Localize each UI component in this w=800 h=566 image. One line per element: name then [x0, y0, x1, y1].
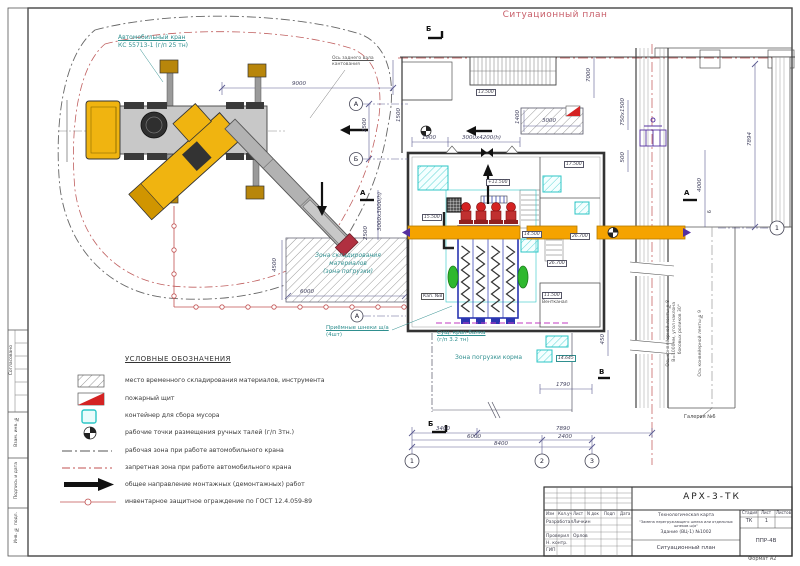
storage-zone-label-2: материалов: [329, 260, 367, 267]
tb-org-code: ППР-4В: [755, 538, 777, 544]
section-mark-b-top: Б: [426, 25, 432, 33]
tb-role-gip: ГИП: [546, 547, 556, 553]
legend-item: рабочая зона при работе автомобильного крана: [125, 447, 284, 454]
dim-750x1500: 750х1500: [620, 98, 626, 126]
page-title: Ситуационный план: [502, 10, 608, 20]
dim-6000s: 6000: [300, 289, 314, 295]
titleblock-code: АРХ-3-ТК: [683, 492, 741, 502]
legend-title: УСЛОВНЫЕ ОБОЗНАЧЕНИЯ: [125, 355, 231, 363]
outrigger-pad: [160, 60, 178, 73]
crane-label-2: КС 55713-1 (г/п 25 тн): [118, 42, 188, 49]
section-mark-a-left: А: [360, 189, 366, 197]
axis-6-label: 6: [707, 210, 713, 214]
tb-col-izm: Изм: [546, 510, 555, 516]
vent-channel-label: Вентканал: [542, 300, 568, 305]
dim-3000: 3000: [542, 118, 556, 124]
grid-bubble-3: 3: [589, 457, 595, 465]
legend-item: рабочие точки размещения ручных талей (г/п 3тн.): [125, 429, 295, 436]
crane-beam-label: Сущ. кран-балка: [437, 330, 486, 336]
receiving-augers-label: Приёмные шнеки ш/а: [326, 325, 389, 331]
dim-8400: 8400: [494, 440, 508, 447]
dim-7890: 7890: [556, 426, 570, 432]
elevation-mark: 17.500: [566, 162, 582, 167]
tb-stage-value: ТК: [745, 518, 753, 524]
conveyor-axis-note: Ось конвейерной ленты №8: [666, 300, 671, 367]
tb-col-ndok: N док: [587, 510, 599, 516]
tb-role-checked: Проверил: [546, 533, 570, 539]
feed-loading-label: Зона погрузки корма: [455, 354, 523, 361]
tb-col-data: Дата: [620, 510, 631, 516]
stamp-vzam: Взам. инв. №: [14, 416, 19, 447]
elevation-mark: 26.700: [549, 261, 565, 266]
dim-1500: 1500: [396, 108, 402, 122]
crane-beam: [402, 226, 691, 239]
crane-label: Автомобильный кран: [118, 34, 186, 41]
dim-4500: 4500: [272, 258, 278, 272]
outrigger-pad: [246, 186, 264, 199]
tb-role-ncontr: Н. контр.: [546, 540, 568, 546]
dim-7894: 7894: [747, 132, 753, 146]
tb-role-developed: Разработал: [546, 519, 574, 525]
tb-col-podp: Подп: [604, 510, 615, 516]
format-label: Формат А2: [748, 556, 777, 562]
grid-bubble-2: 2: [539, 457, 545, 465]
elevation-mark: 13.500: [478, 90, 494, 95]
stamp-inv: Инв. № подл.: [14, 512, 19, 544]
dim-3000x4200: 3000х4200(h): [462, 135, 502, 141]
building-plan: [398, 44, 795, 465]
tb-lists-header: Листов: [776, 510, 791, 515]
dim-9000: 9000: [292, 81, 306, 87]
legend-item: контейнер для сбора мусора: [125, 412, 220, 419]
conveyor-axis-note-4: Ось конвейерной ленты №9: [698, 310, 703, 377]
dim-1900: 1900: [422, 135, 436, 141]
tb-stage-header: Стадия: [742, 510, 758, 515]
outrigger-pad: [248, 64, 266, 77]
storage-zone-label-3: (зона погрузки): [323, 268, 373, 275]
section-mark-v: В: [599, 368, 605, 376]
stamp-podpis: Подпись и дата: [14, 462, 19, 500]
crane-beam-label-2: (г/п 3.2 тн): [437, 337, 469, 343]
section-mark-a-right: А: [684, 189, 690, 197]
turret-bearing: [141, 112, 167, 138]
legend-symbols: [60, 375, 116, 505]
storage-zone-label: Зона складирования: [315, 252, 381, 259]
axis-bubble-a: А: [353, 100, 359, 108]
tb-list-value: 1: [764, 518, 769, 524]
dim-450: 450: [600, 334, 606, 345]
dim-500: 500: [620, 152, 626, 163]
elevation-mark: 26.700: [572, 234, 588, 239]
elevation-mark: 11.500: [544, 293, 560, 298]
legend-item: запретная зона при работе автомобильного крана: [125, 464, 292, 471]
dim-2500a: 2500: [362, 118, 368, 132]
section-mark-b-bottom: Б: [428, 420, 434, 428]
dim-4000: 4000: [697, 178, 703, 192]
dim-2500b: 2500: [363, 226, 369, 240]
tb-name-checked: Орлов: [573, 533, 588, 539]
conveyor-axis-note-3: боковых роликов 30°: [678, 304, 683, 355]
legend-item: общее направление монтажных (демонтажных) работ: [125, 481, 305, 488]
tb-doc-title: Технологическая карта: [657, 513, 715, 518]
dim-1790: 1790: [556, 382, 570, 388]
tb-doc-title-3: Здание (ВЦ-1) №1002: [660, 530, 712, 535]
receiving-augers-label-2: (4шт): [326, 332, 343, 338]
axis-bubble-a2: А: [354, 312, 360, 320]
gallery-label: Галерея №6: [684, 414, 716, 420]
axis-bubble-b: Б: [353, 155, 359, 163]
legend-item: пожарный щит: [125, 395, 175, 402]
dimension-9000: [219, 60, 396, 95]
grid-bubble-1r: 1: [774, 224, 780, 232]
tb-col-list: Лист: [573, 510, 584, 516]
tb-col-koluch: Кол.уч: [558, 510, 572, 516]
dim-3400: 3400: [436, 426, 450, 432]
rear-axis-note: Ось заднего вала: [332, 56, 374, 61]
elevation-mark: 14.645: [558, 356, 574, 361]
dim-2400: 2400: [558, 433, 572, 440]
stamp-agreed: Согласовано: [8, 345, 14, 376]
elevation-mark: +11.500: [488, 180, 508, 185]
elevation-mark: 15.500: [424, 215, 440, 220]
legend-item: инвентарное защитное ограждение по ГОСТ 12.4.059-89: [125, 498, 313, 505]
tb-name-developed: Личкин: [573, 519, 591, 525]
grid-bubble-1: 1: [409, 457, 415, 465]
legend-item: место временного складирования материалов, инструмента: [125, 377, 325, 384]
rear-axis-note-2: кантования: [332, 62, 360, 67]
dim-7000: 7000: [586, 68, 592, 82]
kap-label: Кап. №8: [423, 294, 443, 299]
dim-3000x3000: 3000х3000(h): [377, 192, 383, 232]
crane-boom: [223, 117, 358, 256]
tb-sheet-title: Ситуационный план: [656, 545, 716, 551]
tb-doc-title-2: "Замена перегружающего шнека или отдельных шнеков ш/а": [639, 519, 733, 529]
work-point: [608, 228, 618, 238]
conveyor-axis-note-2: В=1000мм, угол наклона: [672, 302, 677, 362]
dim-6000: 6000: [467, 433, 481, 440]
dim-1400: 1400: [515, 110, 521, 124]
elevation-mark: 14.500: [524, 232, 540, 237]
tb-list-header: Лист: [761, 510, 772, 515]
